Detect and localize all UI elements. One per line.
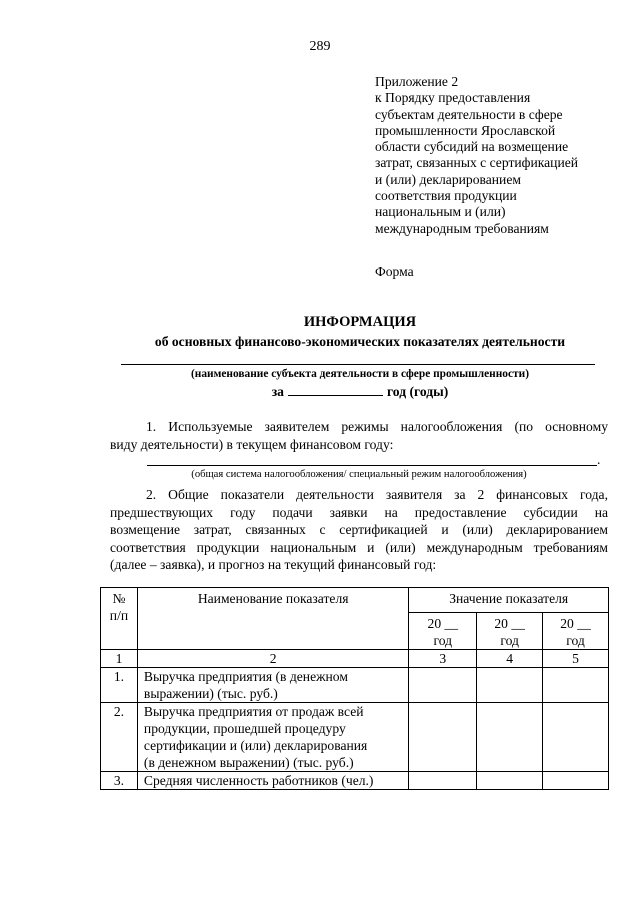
appendix-line: и (или) декларированием [375,171,521,187]
value-cell[interactable] [477,703,543,772]
column-number-row [101,650,609,668]
column-number: 5 [543,650,609,668]
period-line [0,383,640,400]
row-indicator-line: продукции, прошедшей процедуру [143,721,346,736]
appendix-line: международным требованиям [375,220,549,236]
column-number: 2 [137,650,408,668]
form-label: Форма [375,264,414,279]
appendix-line: соответствия продукции [375,188,517,204]
year-cell-top: 20 __ [560,616,591,631]
page-number: 289 [309,39,331,54]
row-indicator-name [137,772,408,790]
value-cell[interactable] [409,772,477,790]
value-cell[interactable] [409,703,477,772]
year-cell-bottom: год [566,633,585,648]
header-indicator-name: Наименование показателя [137,588,408,650]
table-row [101,772,609,790]
header-indicator-value: Значение показателя [409,588,609,613]
year-cell [477,613,543,650]
year-cell-bottom: год [433,633,453,648]
subject-name-caption: (наименование субъекта деятельности в сфере промышленности) [190,368,530,380]
paragraph-1-line: 1. Используемые заявителем режимы налогообложения (по основному [146,419,608,434]
period-suffix: год (годы) [386,384,449,399]
row-indicator-line: Выручка предприятия от продаж всей [143,704,364,719]
tax-regime-line-end: . [597,452,601,467]
row-indicator-line: (в денежном выражении) (тыс. руб.) [143,755,354,770]
paragraph-2-line: предшествующих году подачи заявки на предоставление субсидии на [110,504,608,520]
value-cell[interactable] [409,668,477,703]
row-indicator-line: Средняя численность работников (чел.) [143,773,374,788]
header-number-symbol: № [112,591,126,606]
table-row [101,703,609,772]
appendix-line: национальным и (или) [375,204,506,220]
table-row [101,668,609,703]
row-indicator-line: сертификации и (или) декларирования [143,738,368,753]
value-cell[interactable] [543,772,609,790]
appendix-line: к Порядку предоставления [375,90,531,106]
tax-regime-caption: (общая система налогообложения/ специальный режим налогообложения) [191,469,527,480]
period-blank [288,383,383,396]
appendix-block [375,74,615,237]
appendix-line: затрат, связанных с сертификацией [375,155,579,171]
value-cell[interactable] [477,772,543,790]
document-title: ИНФОРМАЦИЯ [303,314,417,330]
paragraph-1-line: виду деятельности) в текущем финансовом году: [110,436,394,452]
appendix-line: промышленности Ярославской [375,122,556,138]
value-cell[interactable] [477,668,543,703]
subject-name-line [121,364,595,365]
row-indicator-name [137,668,408,703]
header-number [101,588,138,650]
year-cell [543,613,609,650]
year-cell-bottom: год [500,633,519,648]
paragraph-2-line: возмещение затрат, связанных с сертификацией и (или) декларированием [110,522,608,538]
year-cell-top: 20 __ [427,616,459,631]
row-indicator-line: выражении) (тыс. руб.) [143,686,278,701]
paragraph-2-line: (далее – заявка), и прогноз на текущий финансовый год: [110,557,437,573]
appendix-line: Приложение 2 [375,74,459,89]
row-number: 2. [101,703,138,772]
header-number-abbr: п/п [109,608,129,623]
row-number: 3. [101,772,138,790]
column-number: 3 [409,650,477,668]
column-number: 1 [101,650,138,668]
value-cell[interactable] [543,668,609,703]
year-cell [409,613,477,650]
paragraph-2-line: 2. Общие показатели деятельности заявителя за 2 финансовых года, [146,487,608,502]
value-cell[interactable] [543,703,609,772]
period-prefix: за [271,384,284,399]
year-cell-top: 20 __ [494,616,525,631]
paragraph-2-line: соответствия продукции национальным и (или) международным требованиям [110,539,608,555]
appendix-line: субъектам деятельности в сфере [375,106,563,122]
row-number: 1. [101,668,138,703]
document-subtitle: об основных финансово-экономических показателях деятельности [154,334,566,349]
row-indicator-name [137,703,408,772]
table-header-row [101,588,609,613]
paragraph-1 [110,418,608,453]
column-number: 4 [477,650,543,668]
tax-regime-line [147,465,597,466]
paragraph-2 [110,486,608,574]
appendix-line: области субсидий на возмещение [375,139,569,155]
row-indicator-line: Выручка предприятия (в денежном [143,669,348,684]
indicators-table [100,587,609,790]
